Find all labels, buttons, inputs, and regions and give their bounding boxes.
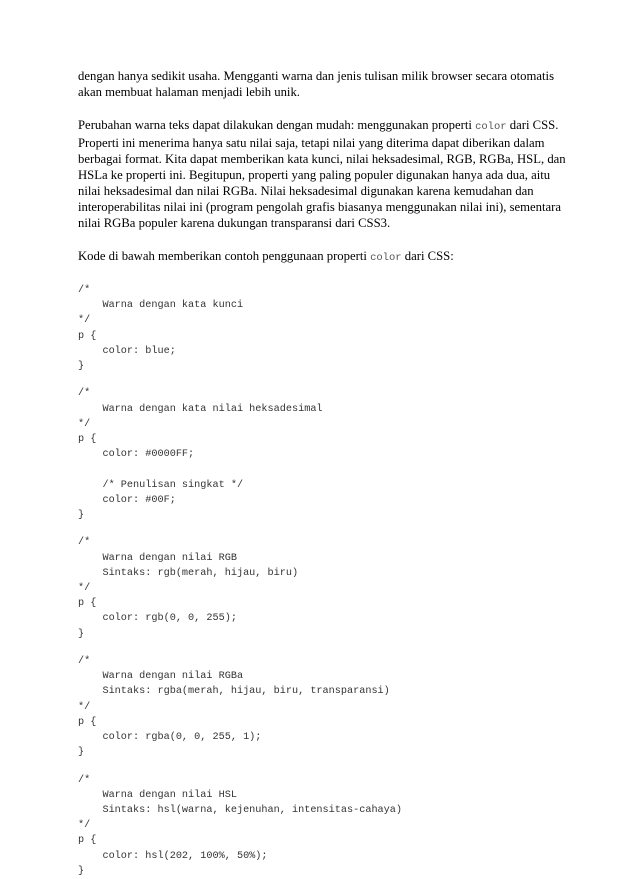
- code-line: color: #0000FF;: [78, 449, 195, 461]
- code-line: /*: [78, 537, 91, 549]
- code-line: */: [78, 418, 91, 430]
- code-line: color: hsl(202, 100%, 50%);: [78, 850, 268, 862]
- code-block: [78, 535, 578, 641]
- text-segment: dari CSS:: [401, 249, 454, 263]
- code-line: }: [78, 865, 85, 877]
- code-line: color: blue;: [78, 345, 176, 357]
- code-line: p {: [78, 330, 97, 342]
- code-block-gap: [78, 760, 578, 772]
- paragraph-line: nilai heksadesimal dan nilai RGBa. Nilai heksadesimal digunakan karena kemudahan dan: [78, 184, 534, 198]
- paragraph-intro: [78, 68, 578, 100]
- text-segment: dari CSS.: [506, 118, 559, 132]
- code-line: /*: [78, 285, 91, 296]
- code-line: p {: [78, 716, 97, 728]
- code-block: [78, 283, 578, 374]
- paragraph-line: [78, 248, 578, 266]
- text-segment: Kode di bawah memberikan contoh penggunaan properti: [78, 249, 371, 263]
- code-line: */: [78, 701, 91, 713]
- code-line: color: rgba(0, 0, 255, 1);: [78, 731, 262, 743]
- code-line: }: [78, 360, 85, 372]
- code-block-gap: [78, 642, 578, 654]
- code-line: [78, 462, 578, 477]
- code-line: }: [78, 509, 85, 521]
- code-line: Warna dengan kata nilai heksadesimal: [78, 403, 323, 415]
- code-block: [78, 386, 578, 523]
- code-line: Warna dengan nilai HSL: [78, 789, 237, 801]
- paragraph-line: HSLa ke properti ini. Begitupun, properti yang paling populer digunakan hanya ada dua, aitu: [78, 168, 551, 182]
- code-block: [78, 654, 578, 760]
- code-block-gap: [78, 523, 578, 535]
- paragraph-line: Properti ini menerima hanya satu nilai saja, tetapi nilai yang diterima dapat diberikan dalam: [78, 136, 545, 150]
- code-line: color: #00F;: [78, 494, 176, 506]
- code-line: Warna dengan kata kunci: [78, 300, 244, 312]
- code-line: color: rgb(0, 0, 255);: [78, 613, 237, 625]
- code-line: Warna dengan nilai RGBa: [78, 671, 244, 683]
- paragraph-line: dengan hanya sedikit usaha. Mengganti warna dan jenis tulisan milik browser secara otomatis: [78, 69, 555, 83]
- code-line: */: [78, 820, 91, 832]
- text-segment: Perubahan warna teks dapat dilakukan dengan mudah: menggunakan properti: [78, 118, 476, 132]
- code-example: [78, 283, 578, 879]
- code-line: /*: [78, 774, 91, 786]
- paragraph-line: akan membuat halaman menjadi lebih unik.: [78, 85, 300, 99]
- code-line: Sintaks: rgba(merah, hijau, biru, transparansi): [78, 686, 390, 698]
- paragraph-line: berbagai format. Kita dapat memberikan kata kunci, nilai heksadesimal, RGB, RGBa, HSL, dan: [78, 152, 566, 166]
- code-line: p {: [78, 598, 97, 610]
- code-line: /*: [78, 388, 91, 400]
- code-line: */: [78, 582, 91, 594]
- code-line: Sintaks: hsl(warna, kejenuhan, intensitas-cahaya): [78, 805, 403, 816]
- paragraph-line: nilai RGBa populer karena dukungan transparansi dari CSS3.: [78, 216, 391, 230]
- code-line: /*: [78, 656, 91, 668]
- inline-code: color: [370, 252, 402, 264]
- code-line: */: [78, 315, 91, 327]
- code-line: p {: [78, 835, 97, 847]
- code-block-gap: [78, 374, 578, 386]
- inline-code: color: [475, 121, 507, 133]
- paragraph-color-property: [78, 117, 578, 231]
- paragraph-line: interoperabilitas nilai ini (program pengolah grafis biasanya menggunakan nilai ini), sementara: [78, 200, 562, 214]
- code-line: Warna dengan nilai RGB: [78, 552, 237, 564]
- code-line: }: [78, 747, 85, 759]
- code-line: }: [78, 628, 85, 640]
- paragraph-code-intro: [78, 248, 578, 266]
- code-line: p {: [78, 433, 97, 445]
- document-content: [78, 68, 578, 879]
- paragraph-line: [78, 117, 578, 135]
- code-line: /* Penulisan singkat */: [78, 479, 244, 491]
- code-line: Sintaks: rgb(merah, hijau, biru): [78, 567, 299, 579]
